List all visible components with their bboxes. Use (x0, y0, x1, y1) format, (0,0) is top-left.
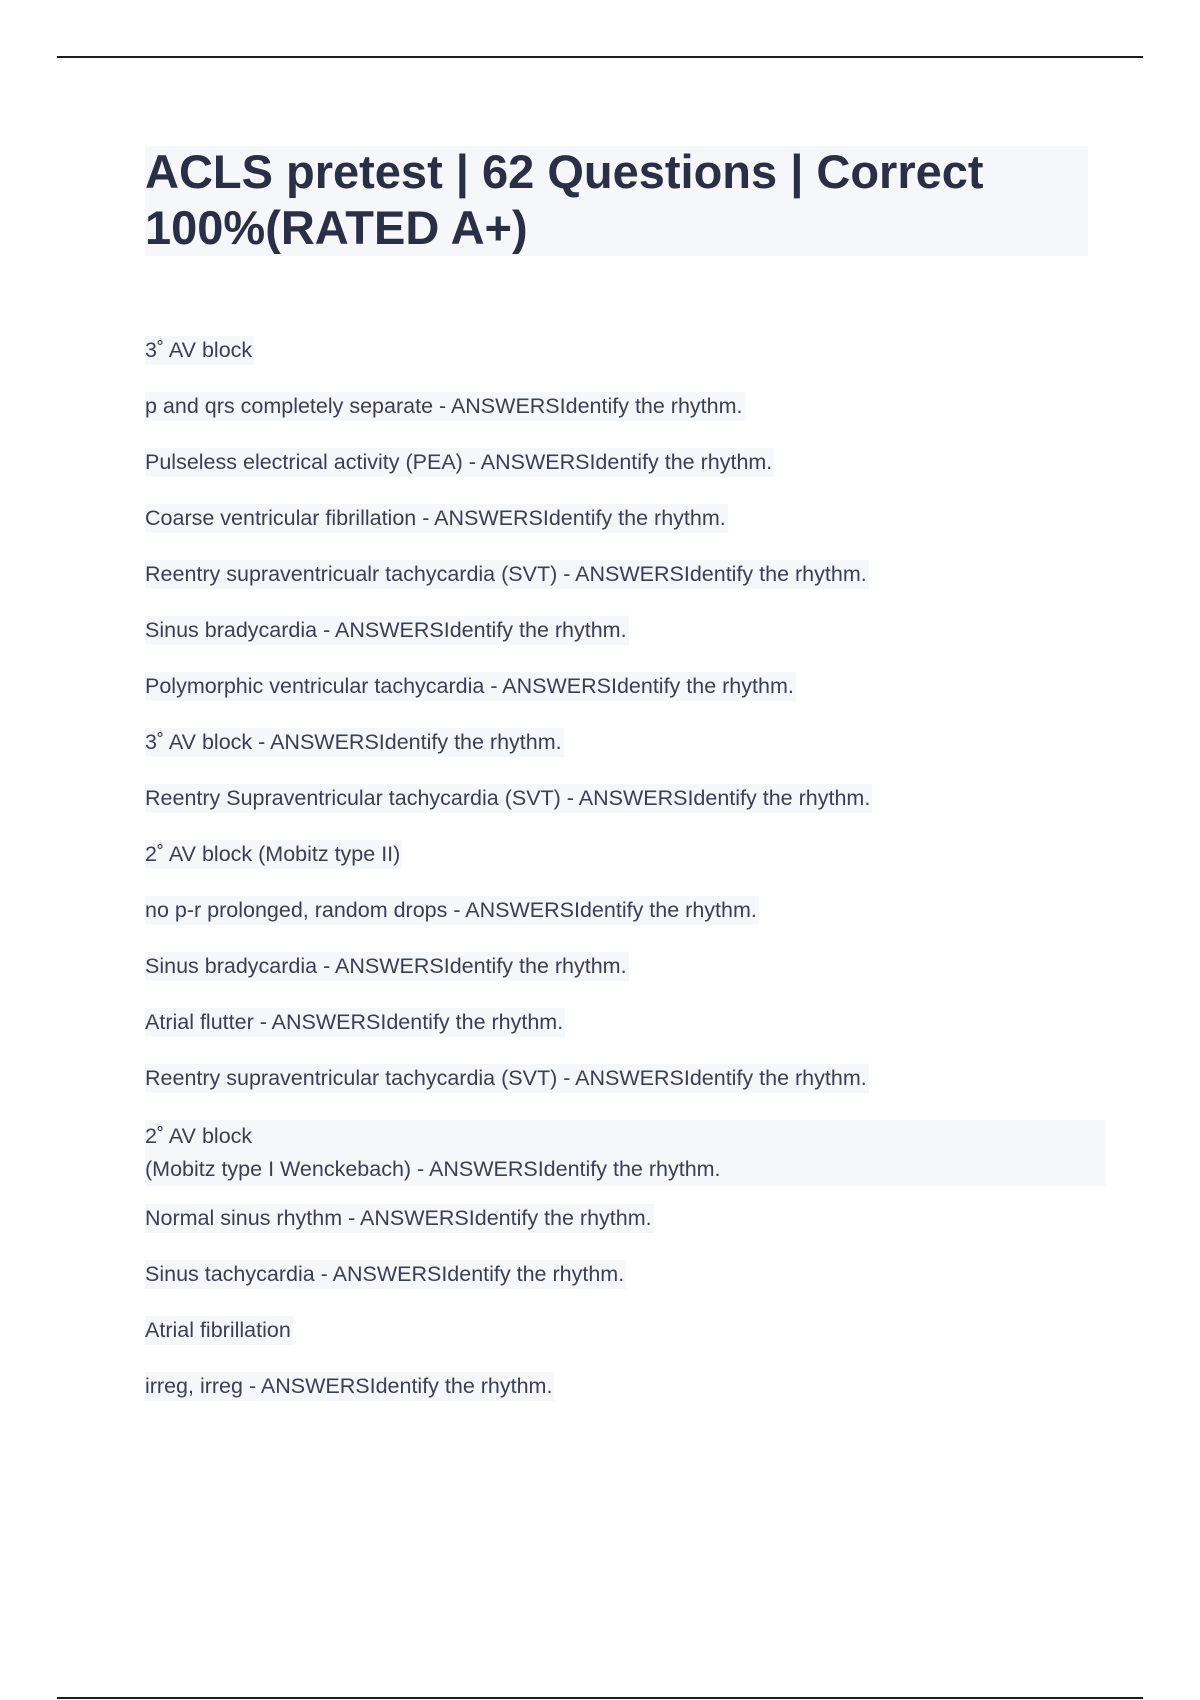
entry-text: no p-r prolonged, random drops - ANSWERSIdentify the rhythm. (145, 896, 759, 925)
entry-text: Reentry supraventricular tachycardia (SVT) - ANSWERSIdentify the rhythm. (145, 1064, 869, 1093)
list-item (145, 1120, 1105, 1204)
entry-text: Coarse ventricular fibrillation - ANSWERSIdentify the rhythm. (145, 504, 728, 533)
entry-text: Atrial flutter - ANSWERSIdentify the rhythm. (145, 1008, 565, 1037)
list-item (145, 784, 1105, 840)
entry-text: 3˚ AV block (145, 336, 254, 365)
list-item (145, 1064, 1105, 1120)
list-item (145, 1008, 1105, 1064)
entry-text: irreg, irreg - ANSWERSIdentify the rhythm. (145, 1372, 554, 1401)
entry-text: Reentry Supraventricular tachycardia (SVT) - ANSWERSIdentify the rhythm. (145, 784, 872, 813)
list-item (145, 728, 1105, 784)
entry-text: Atrial fibrillation (145, 1316, 293, 1345)
document-title: ACLS pretest | 62 Questions | Correct 100%(RATED A+) (145, 145, 984, 254)
top-rule (57, 56, 1143, 58)
list-item (145, 672, 1105, 728)
list-item (145, 1204, 1105, 1260)
entry-text: 2˚ AV block (145, 1122, 254, 1151)
entry-list (145, 336, 1105, 1428)
entry-text: Sinus bradycardia - ANSWERSIdentify the rhythm. (145, 616, 629, 645)
list-item (145, 560, 1105, 616)
list-item (145, 952, 1105, 1008)
entry-text: Sinus bradycardia - ANSWERSIdentify the rhythm. (145, 952, 629, 981)
entry-text: 3˚ AV block - ANSWERSIdentify the rhythm. (145, 728, 564, 757)
entry-text: (Mobitz type I Wenckebach) - ANSWERSIdentify the rhythm. (145, 1155, 723, 1184)
list-item (145, 1260, 1105, 1316)
entry-line (145, 1153, 1105, 1186)
entry-text: p and qrs completely separate - ANSWERSIdentify the rhythm. (145, 392, 745, 421)
list-item (145, 504, 1105, 560)
entry-text: Polymorphic ventricular tachycardia - ANSWERSIdentify the rhythm. (145, 672, 796, 701)
list-item (145, 896, 1105, 952)
list-item (145, 616, 1105, 672)
list-item (145, 1372, 1105, 1428)
entry-text: Normal sinus rhythm - ANSWERSIdentify the rhythm. (145, 1204, 654, 1233)
list-item (145, 1316, 1105, 1372)
entry-line (145, 1120, 1105, 1153)
entry-text: Pulseless electrical activity (PEA) - ANSWERSIdentify the rhythm. (145, 448, 774, 477)
list-item (145, 392, 1105, 448)
entry-text: 2˚ AV block (Mobitz type II) (145, 840, 402, 869)
list-item (145, 448, 1105, 504)
list-item (145, 840, 1105, 896)
list-item (145, 336, 1105, 392)
bottom-rule (57, 1697, 1143, 1699)
entry-text: Reentry supraventricualr tachycardia (SVT) - ANSWERSIdentify the rhythm. (145, 560, 869, 589)
entry-text: Sinus tachycardia - ANSWERSIdentify the rhythm. (145, 1260, 626, 1289)
